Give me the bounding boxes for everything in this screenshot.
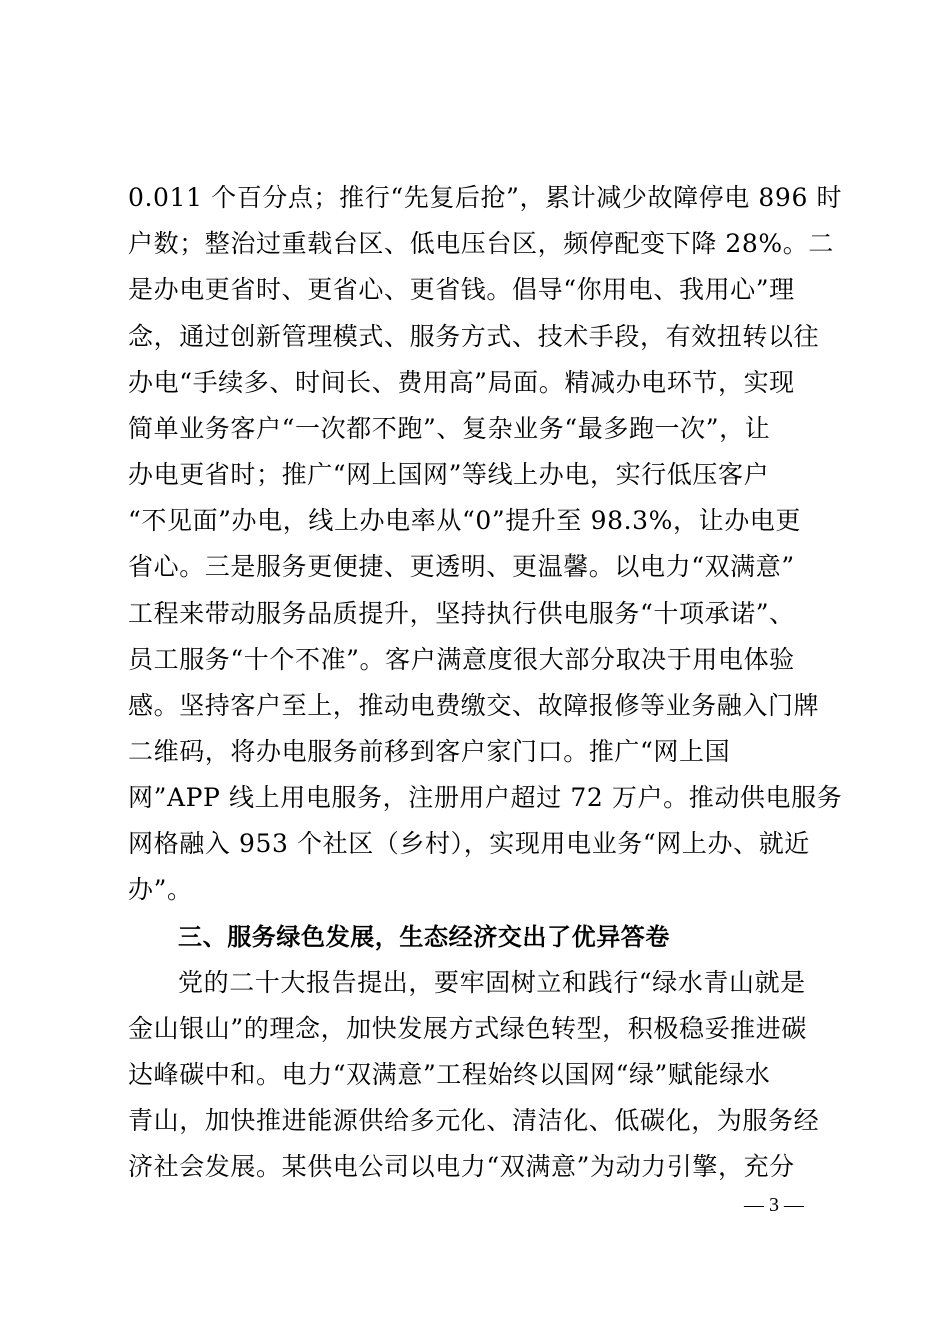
page-number: — 3 — xyxy=(744,1194,804,1216)
body-line-4: 念，通过创新管理模式、服务方式、技术手段，有效扭转以往 xyxy=(128,322,820,351)
body-line-14: 网”APP 线上用电服务，注册用户超过 72 万户。推动供电服务 xyxy=(128,783,843,812)
body-line-7: 办电更省时；推广“网上国网”等线上办电，实行低压客户 xyxy=(128,460,770,489)
body-line-2: 户数；整治过重载台区、低电压台区，频停配变下降 28%。二 xyxy=(128,229,834,258)
paragraph-line-1: 党的二十大报告提出，要牢固树立和践行“绿水青山就是 xyxy=(178,968,806,997)
body-line-15: 网格融入 953 个社区（乡村），实现用电业务“网上办、就近 xyxy=(128,829,810,858)
paragraph-line-4: 青山，加快推进能源供给多元化、清洁化、低碳化，为服务经 xyxy=(128,1106,820,1135)
body-line-16: 办”。 xyxy=(128,875,193,904)
body-line-1: 0.011 个百分点；推行“先复后抢”，累计减少故障停电 896 时 xyxy=(128,183,843,212)
paragraph-line-2: 金山银山”的理念，加快发展方式绿色转型，积极稳妥推进碳 xyxy=(128,1014,807,1043)
section-heading: 三、服务绿色发展，生态经济交出了优异答卷 xyxy=(178,923,670,951)
body-line-9: 省心。三是服务更便捷、更透明、更温馨。以电力“双满意” xyxy=(128,552,795,581)
body-line-13: 二维码，将办电服务前移到客户家门口。推广“网上国 xyxy=(128,737,731,766)
body-line-6: 简单业务客户“一次都不跑”、复杂业务“最多跑一次”，让 xyxy=(128,414,771,443)
body-line-5: 办电“手续多、时间长、费用高”局面。精减办电环节，实现 xyxy=(128,368,795,397)
body-line-11: 员工服务“十个不准”。客户满意度很大部分取决于用电体验 xyxy=(128,645,795,674)
body-line-8: “不见面”办电，线上办电率从“0”提升至 98.3%，让办电更 xyxy=(128,506,801,535)
paragraph-line-3: 达峰碳中和。电力“双满意”工程始终以国网“绿”赋能绿水 xyxy=(128,1060,771,1089)
body-line-3: 是办电更省时、更省心、更省钱。倡导“你用电、我用心”理 xyxy=(128,275,795,304)
body-line-10: 工程来带动服务品质提升，坚持执行供电服务“十项承诺”、 xyxy=(128,599,795,628)
paragraph-line-5: 济社会发展。某供电公司以电力“双满意”为动力引擎，充分 xyxy=(128,1152,795,1181)
body-line-12: 感。坚持客户至上，推动电费缴交、故障报修等业务融入门牌 xyxy=(128,691,820,720)
